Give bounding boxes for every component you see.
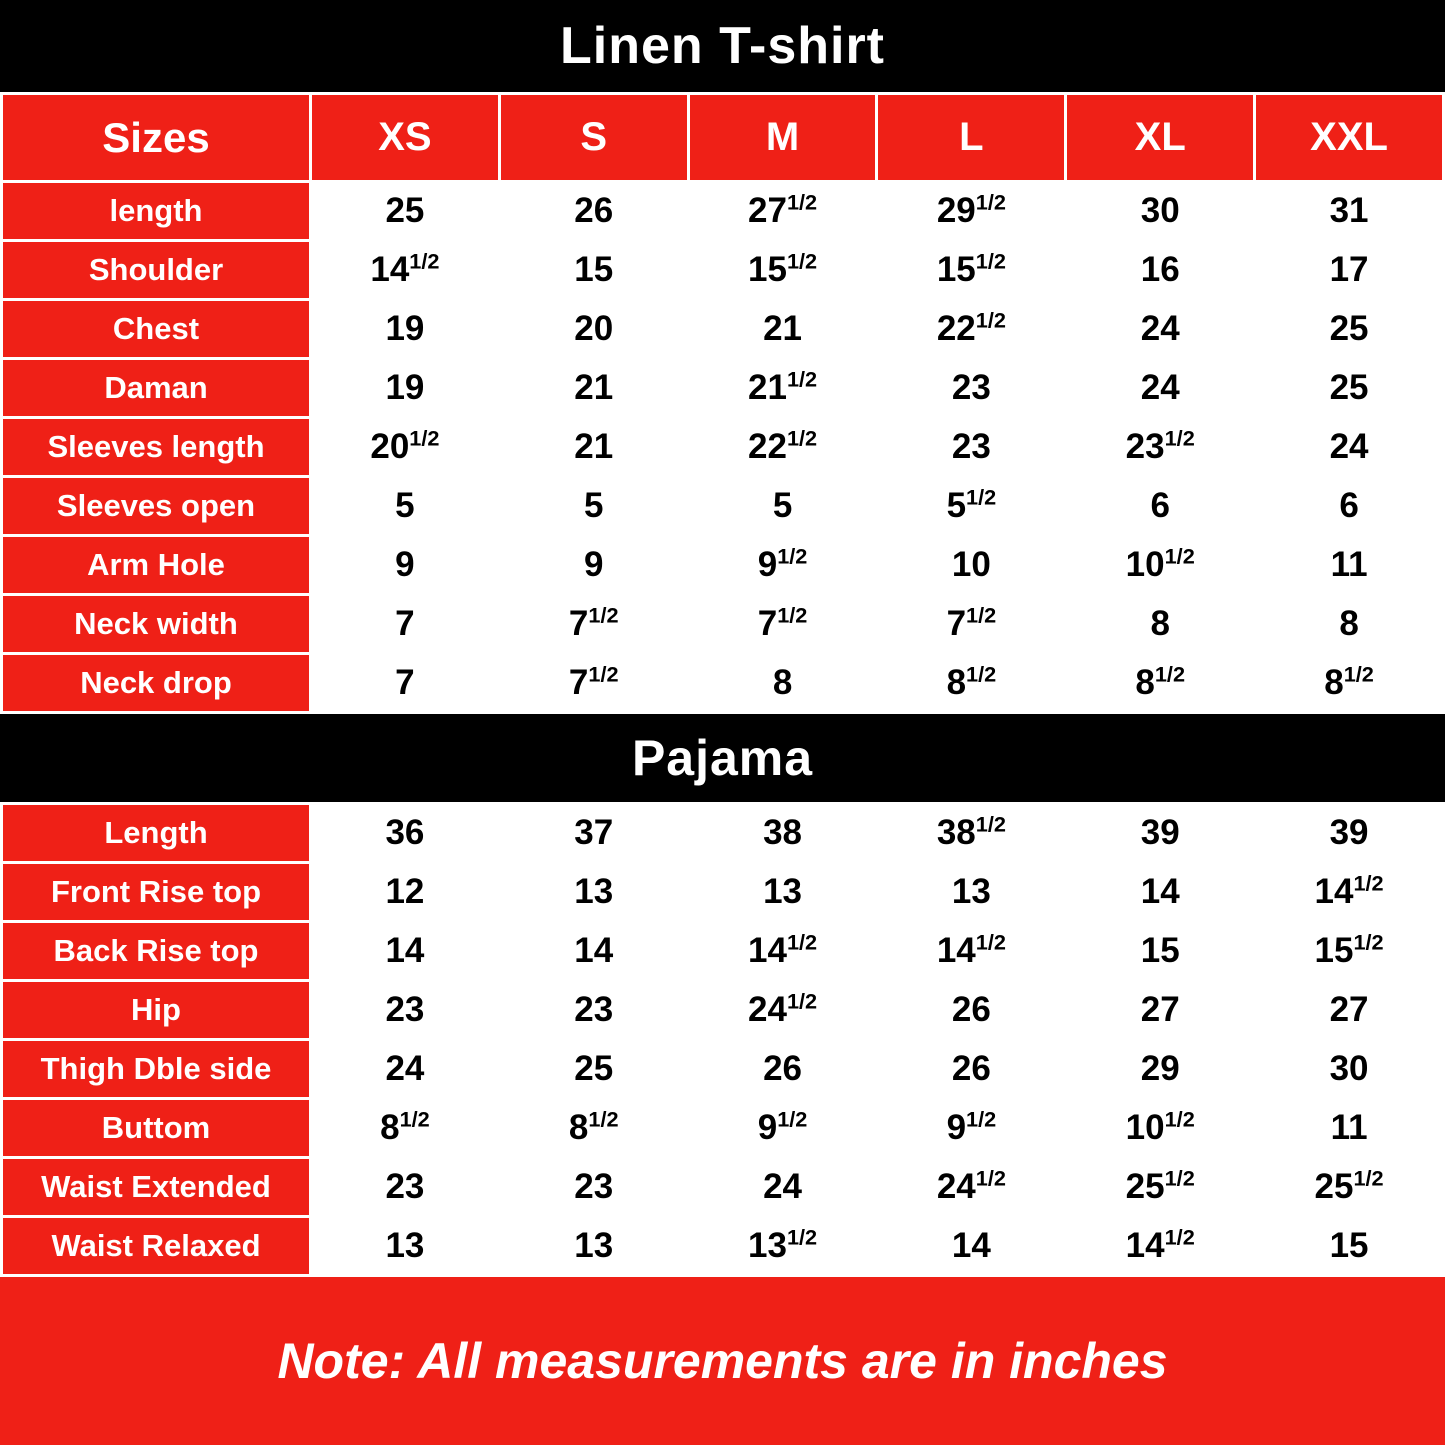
shirt-measure-value: 6 (1066, 477, 1255, 536)
shirt-measure-label: Daman (2, 359, 311, 418)
shirt-measure-label: Neck width (2, 595, 311, 654)
pajama-measure-label: Back Rise top (2, 922, 311, 981)
shirt-measure-value: 31 (1255, 182, 1444, 241)
pajama-measure-value: $8^{1/2}$ (311, 1099, 500, 1158)
pajama-measure-value: 27 (1066, 981, 1255, 1040)
table-row (2, 359, 1444, 418)
table-row (2, 418, 1444, 477)
note-text: Note: All measurements are in inches (0, 1277, 1445, 1445)
shirt-measure-value: $15^{1/2}$ (688, 241, 877, 300)
pajama-measure-value: $10^{1/2}$ (1066, 1099, 1255, 1158)
pajama-measure-value: 15 (1255, 1217, 1444, 1276)
pajama-measure-value: $25^{1/2}$ (1255, 1158, 1444, 1217)
shirt-measure-value: $23^{1/2}$ (1066, 418, 1255, 477)
shirt-measure-value: 16 (1066, 241, 1255, 300)
shirt-measure-value: $5^{1/2}$ (877, 477, 1066, 536)
shirt-measure-value: 9 (311, 536, 500, 595)
table-row (2, 922, 1444, 981)
pajama-measure-value: 30 (1255, 1040, 1444, 1099)
shirt-measure-value: 5 (499, 477, 688, 536)
pajama-measure-value: 29 (1066, 1040, 1255, 1099)
shirt-measure-value: 8 (1255, 595, 1444, 654)
shirt-measure-value: $21^{1/2}$ (688, 359, 877, 418)
pajama-measure-value: 13 (499, 863, 688, 922)
shirt-measure-value: $27^{1/2}$ (688, 182, 877, 241)
pajama-measure-value: 23 (311, 1158, 500, 1217)
pajama-measure-value: 14 (311, 922, 500, 981)
table-row (2, 182, 1444, 241)
pajama-measure-value: $9^{1/2}$ (688, 1099, 877, 1158)
shirt-measure-value: 20 (499, 300, 688, 359)
section-title-pajama: Pajama (0, 714, 1445, 802)
header-size-s: S (499, 94, 688, 182)
pajama-measure-value: 24 (688, 1158, 877, 1217)
shirt-measure-value: 21 (499, 418, 688, 477)
pajama-measure-value: 26 (877, 981, 1066, 1040)
shirt-measure-label: Shoulder (2, 241, 311, 300)
pajama-measure-value: 13 (877, 863, 1066, 922)
pajama-measure-value: $38^{1/2}$ (877, 804, 1066, 863)
shirt-size-table (0, 92, 1445, 714)
pajama-measure-value: $24^{1/2}$ (688, 981, 877, 1040)
pajama-measure-label: Thigh Dble side (2, 1040, 311, 1099)
page-title: Linen T-shirt (0, 0, 1445, 92)
shirt-measure-value: 8 (688, 654, 877, 713)
pajama-measure-value: 23 (499, 1158, 688, 1217)
pajama-measure-value: 39 (1066, 804, 1255, 863)
shirt-measure-value: 15 (499, 241, 688, 300)
pajama-measure-value: $15^{1/2}$ (1255, 922, 1444, 981)
pajama-measure-value: $8^{1/2}$ (499, 1099, 688, 1158)
shirt-measure-value: $14^{1/2}$ (311, 241, 500, 300)
pajama-measure-value: $14^{1/2}$ (688, 922, 877, 981)
table-row (2, 1099, 1444, 1158)
pajama-measure-value: 26 (877, 1040, 1066, 1099)
pajama-measure-value: 23 (499, 981, 688, 1040)
shirt-measure-value: 25 (311, 182, 500, 241)
pajama-measure-value: 15 (1066, 922, 1255, 981)
pajama-measure-value: $14^{1/2}$ (1255, 863, 1444, 922)
shirt-measure-label: Neck drop (2, 654, 311, 713)
table-row (2, 300, 1444, 359)
pajama-measure-value: 25 (499, 1040, 688, 1099)
shirt-measure-label: length (2, 182, 311, 241)
pajama-measure-label: Waist Relaxed (2, 1217, 311, 1276)
shirt-measure-label: Sleeves length (2, 418, 311, 477)
table-row (2, 241, 1444, 300)
pajama-measure-value: 13 (311, 1217, 500, 1276)
shirt-measure-value: 21 (499, 359, 688, 418)
header-size-m: M (688, 94, 877, 182)
table-row (2, 1217, 1444, 1276)
shirt-measure-label: Sleeves open (2, 477, 311, 536)
pajama-measure-value: 14 (499, 922, 688, 981)
shirt-measure-value: $8^{1/2}$ (877, 654, 1066, 713)
shirt-measure-value: $8^{1/2}$ (1066, 654, 1255, 713)
shirt-measure-value: $15^{1/2}$ (877, 241, 1066, 300)
pajama-measure-value: 11 (1255, 1099, 1444, 1158)
shirt-measure-value: $22^{1/2}$ (877, 300, 1066, 359)
table-row (2, 536, 1444, 595)
header-size-xl: XL (1066, 94, 1255, 182)
shirt-measure-value: 19 (311, 300, 500, 359)
pajama-measure-value: $14^{1/2}$ (1066, 1217, 1255, 1276)
table-row (2, 654, 1444, 713)
shirt-measure-value: 24 (1066, 300, 1255, 359)
shirt-measure-value: 25 (1255, 300, 1444, 359)
table-header-row (2, 94, 1444, 182)
shirt-measure-value: 7 (311, 654, 500, 713)
shirt-measure-value: 25 (1255, 359, 1444, 418)
pajama-measure-value: 24 (311, 1040, 500, 1099)
pajama-measure-value: 27 (1255, 981, 1444, 1040)
shirt-measure-value: 11 (1255, 536, 1444, 595)
pajama-measure-value: 13 (688, 863, 877, 922)
shirt-measure-value: $7^{1/2}$ (499, 654, 688, 713)
shirt-measure-value: 6 (1255, 477, 1444, 536)
shirt-measure-value: 5 (311, 477, 500, 536)
shirt-measure-value: 9 (499, 536, 688, 595)
pajama-measure-value: 14 (877, 1217, 1066, 1276)
pajama-measure-label: Front Rise top (2, 863, 311, 922)
table-row (2, 981, 1444, 1040)
pajama-measure-value: 39 (1255, 804, 1444, 863)
header-size-l: L (877, 94, 1066, 182)
shirt-measure-value: $20^{1/2}$ (311, 418, 500, 477)
header-size-xxl: XXL (1255, 94, 1444, 182)
header-size-xs: XS (311, 94, 500, 182)
table-row (2, 1158, 1444, 1217)
pajama-measure-value: $24^{1/2}$ (877, 1158, 1066, 1217)
table-row (2, 804, 1444, 863)
pajama-measure-value: $13^{1/2}$ (688, 1217, 877, 1276)
pajama-measure-label: Buttom (2, 1099, 311, 1158)
pajama-measure-value: 26 (688, 1040, 877, 1099)
pajama-measure-value: 38 (688, 804, 877, 863)
shirt-measure-label: Chest (2, 300, 311, 359)
shirt-measure-value: 23 (877, 418, 1066, 477)
shirt-measure-value: 24 (1255, 418, 1444, 477)
table-row (2, 1040, 1444, 1099)
pajama-measure-value: $9^{1/2}$ (877, 1099, 1066, 1158)
pajama-measure-value: 14 (1066, 863, 1255, 922)
shirt-measure-value: 24 (1066, 359, 1255, 418)
pajama-measure-value: 23 (311, 981, 500, 1040)
header-sizes-label: Sizes (2, 94, 311, 182)
pajama-measure-value: 13 (499, 1217, 688, 1276)
table-row (2, 863, 1444, 922)
shirt-measure-label: Arm Hole (2, 536, 311, 595)
shirt-measure-value: $7^{1/2}$ (877, 595, 1066, 654)
shirt-measure-value: 26 (499, 182, 688, 241)
shirt-measure-value: 8 (1066, 595, 1255, 654)
shirt-measure-value: 7 (311, 595, 500, 654)
pajama-size-table (0, 802, 1445, 1277)
shirt-measure-value: 30 (1066, 182, 1255, 241)
pajama-measure-value: 12 (311, 863, 500, 922)
shirt-measure-value: $7^{1/2}$ (499, 595, 688, 654)
shirt-measure-value: 17 (1255, 241, 1444, 300)
shirt-measure-value: 21 (688, 300, 877, 359)
table-row (2, 595, 1444, 654)
pajama-measure-value: $14^{1/2}$ (877, 922, 1066, 981)
shirt-measure-value: $8^{1/2}$ (1255, 654, 1444, 713)
pajama-measure-label: Hip (2, 981, 311, 1040)
pajama-measure-value: $25^{1/2}$ (1066, 1158, 1255, 1217)
shirt-measure-value: $10^{1/2}$ (1066, 536, 1255, 595)
shirt-measure-value: 19 (311, 359, 500, 418)
shirt-measure-value: 10 (877, 536, 1066, 595)
pajama-measure-value: 36 (311, 804, 500, 863)
shirt-measure-value: $9^{1/2}$ (688, 536, 877, 595)
shirt-measure-value: 5 (688, 477, 877, 536)
pajama-measure-label: Length (2, 804, 311, 863)
shirt-measure-value: $22^{1/2}$ (688, 418, 877, 477)
table-row (2, 477, 1444, 536)
shirt-measure-value: $29^{1/2}$ (877, 182, 1066, 241)
pajama-measure-label: Waist Extended (2, 1158, 311, 1217)
shirt-measure-value: $7^{1/2}$ (688, 595, 877, 654)
shirt-measure-value: 23 (877, 359, 1066, 418)
pajama-measure-value: 37 (499, 804, 688, 863)
